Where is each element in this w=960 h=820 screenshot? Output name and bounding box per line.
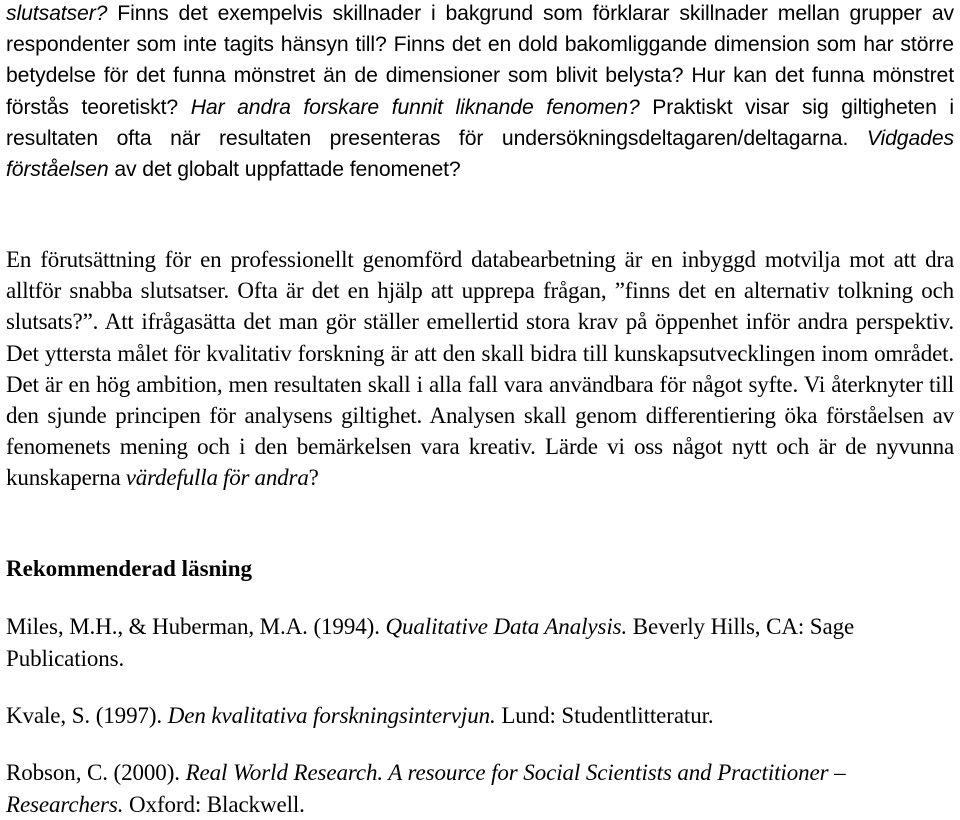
body-text: Finns det exempelvis skillnader i bakgrund som förklarar skillnader mellan grupper av respondenter som inte tagits hänsyn till? Finns det en dold bakomliggande dimension som har större betydelse för det funna mönstret än de dimensioner som blivit belysta? Hur kan det funna mönstret förstås teoretiskt? xyxy=(6,2,954,119)
ref-authors: Robson, C. (2000). xyxy=(6,760,186,785)
italic-phrase: slutsatser? xyxy=(6,2,108,25)
ref-publisher: Lund: Studentlitteratur. xyxy=(495,703,714,728)
ref-authors: Kvale, S. (1997). xyxy=(6,703,168,728)
body-text: En förutsättning för en professionellt genomförd databearbetning är en inbyggd motvilja mot att dra alltför snabba slutsatser. Ofta är det en hjälp att upprepa frågan, ”finns det en alternativ tolkning och slutsats?”. Att ifrågasätta det man gör ställer emellertid stora krav på öppenhet inför andra perspektiv. Det yttersta målet för kvalitativ forskning är att den skall bidra till kunskapsutvecklingen inom området. Det är en hög ambition, men resultaten skall i alla fall vara användbara för något syfte. Vi återknyter till den sjunde principen för analysens giltighet. Analysen skall genom differentiering öka förståelsen av fenomenets mening och i den bemärkelsen vara kreativ. Lärde vi oss något nytt och är de nyvunna kunskaperna xyxy=(6,247,954,491)
italic-phrase: Vidgades förståelsen xyxy=(6,126,954,182)
ref-title: Real World Research. A resource for Social Scientists and Practitioner – Researchers. xyxy=(6,760,846,817)
italic-phrase: Har andra forskare funnit liknande fenomen? xyxy=(190,95,640,119)
ref-publisher: Oxford: Blackwell. xyxy=(123,791,305,817)
top-paragraph xyxy=(6,0,954,185)
section-heading: Rekommenderad läsning xyxy=(6,556,252,581)
second-paragraph xyxy=(6,244,954,494)
ref-title: Qualitative Data Analysis. xyxy=(385,614,628,639)
reference-kvale xyxy=(6,700,954,732)
italic-phrase: värdefulla för andra xyxy=(125,465,309,491)
ref-title: Den kvalitativa forskningsintervjun. xyxy=(167,703,496,728)
body-text: av det globalt uppfattade fenomenet? xyxy=(108,158,461,182)
body-text: Praktiskt visar sig giltigheten i resultaten ofta när resultaten presenteras för undersökningsdeltagaren/deltagarna. xyxy=(6,95,954,150)
ref-authors: Miles, M.H., & Huberman, M.A. (1994). xyxy=(6,614,386,639)
reference-miles xyxy=(6,611,954,674)
body-text: ? xyxy=(308,465,319,491)
ref-publisher: Beverly Hills, CA: Sage Publications. xyxy=(6,614,855,671)
reference-robson xyxy=(6,757,954,820)
